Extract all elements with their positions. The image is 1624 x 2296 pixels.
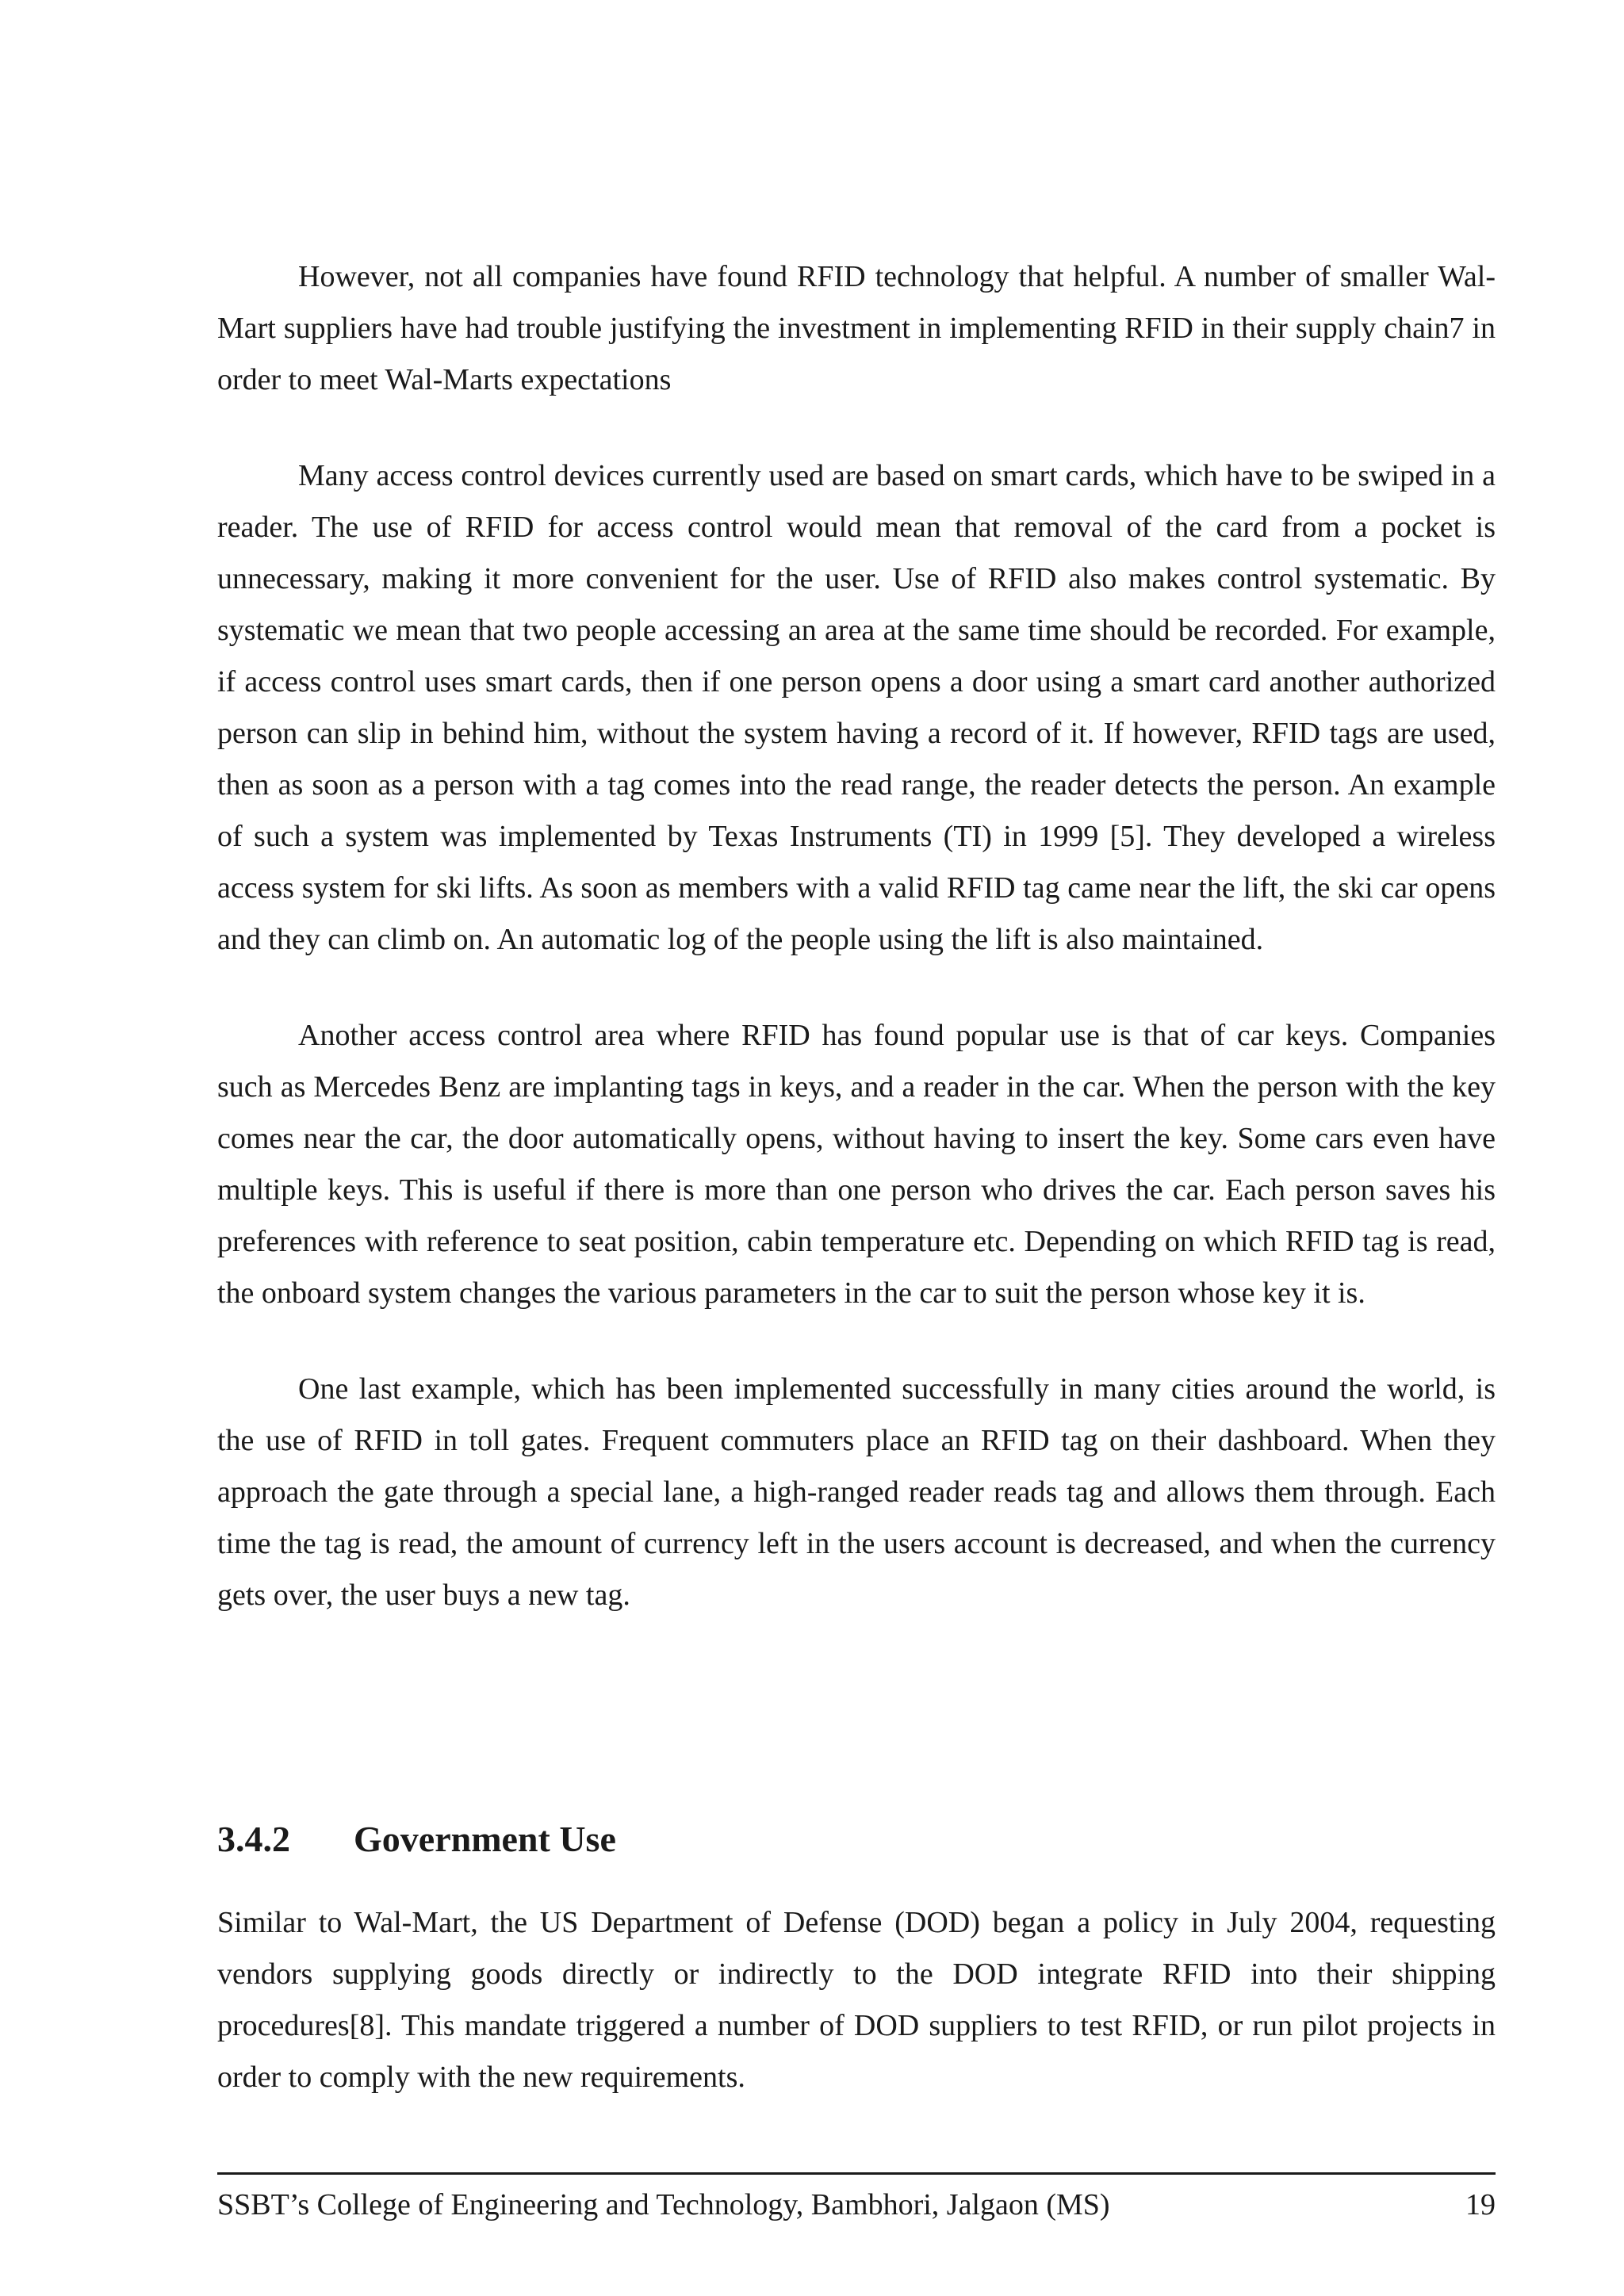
section-title: Government Use <box>354 1819 616 1859</box>
page-number: 19 <box>1465 2188 1496 2221</box>
paragraph-government-use: Similar to Wal-Mart, the US Department of Defense (DOD) began a policy in July 2004, requesting vendors supplying goods directly or indirectly to the DOD integrate RFID into their shipping procedures[8]. This mandate triggered a number of DOD suppliers to test RFID, or run pilot projects in order to comply with the new requirements. <box>217 1906 1496 2094</box>
paragraph-access-control: Many access control devices currently used are based on smart cards, which have to be swiped in a reader. The use of RFID for access control would mean that removal of the card from a pocket is unnecessary, making it more convenient for the user. Use of RFID also makes control systematic. By systematic we mean that two people accessing an area at the same time should be recorded. For example, if access control uses smart cards, then if one person opens a door using a smart card another authorized person can slip in behind him, without the system having a record of it. If however, RFID tags are used, then as soon as a person with a tag comes into the read range, the reader detects the person. An example of such a system was implemented by Texas Instruments (TI) in 1999 [5]. They developed a wireless access system for ski lifts. As soon as members with a valid RFID tag came near the lift, the ski car opens and they can climb on. An automatic log of the people using the lift is also maintained. <box>217 459 1496 956</box>
paragraph-wal-mart-suppliers: However, not all companies have found RFID technology that helpful. A number of smaller Wal-Mart suppliers have had trouble justifying the investment in implementing RFID in their supply chain7 in order to meet Wal-Marts expectations <box>217 260 1496 396</box>
section-heading <box>217 1816 1496 1863</box>
section-body <box>217 1897 1496 2103</box>
body-text <box>217 251 1496 1621</box>
paragraph-toll-gates: One last example, which has been implemented successfully in many cities around the world, is the use of RFID in toll gates. Frequent commuters place an RFID tag on their dashboard. When they approach the gate through a special lane, a high-ranged reader reads tag and allows them through. Each time the tag is read, the amount of currency left in the users account is decreased, and when the currency gets over, the user buys a new tag. <box>217 1372 1496 1612</box>
page-footer <box>217 2186 1496 2224</box>
footer-institution: SSBT’s College of Engineering and Technology, Bambhori, Jalgaon (MS) <box>217 2188 1110 2221</box>
paragraph-car-keys: Another access control area where RFID has found popular use is that of car keys. Companies such as Mercedes Benz are implanting tags in keys, and a reader in the car. When the person with the key comes near the car, the door automatically opens, without having to insert the key. Some cars even have multiple keys. This is useful if there is more than one person who drives the car. Each person saves his preferences with reference to seat position, cabin temperature etc. Depending on which RFID tag is read, the onboard system changes the various parameters in the car to suit the person whose key it is. <box>217 1019 1496 1310</box>
footer-rule <box>217 2172 1496 2175</box>
section-number: 3.4.2 <box>217 1819 290 1859</box>
